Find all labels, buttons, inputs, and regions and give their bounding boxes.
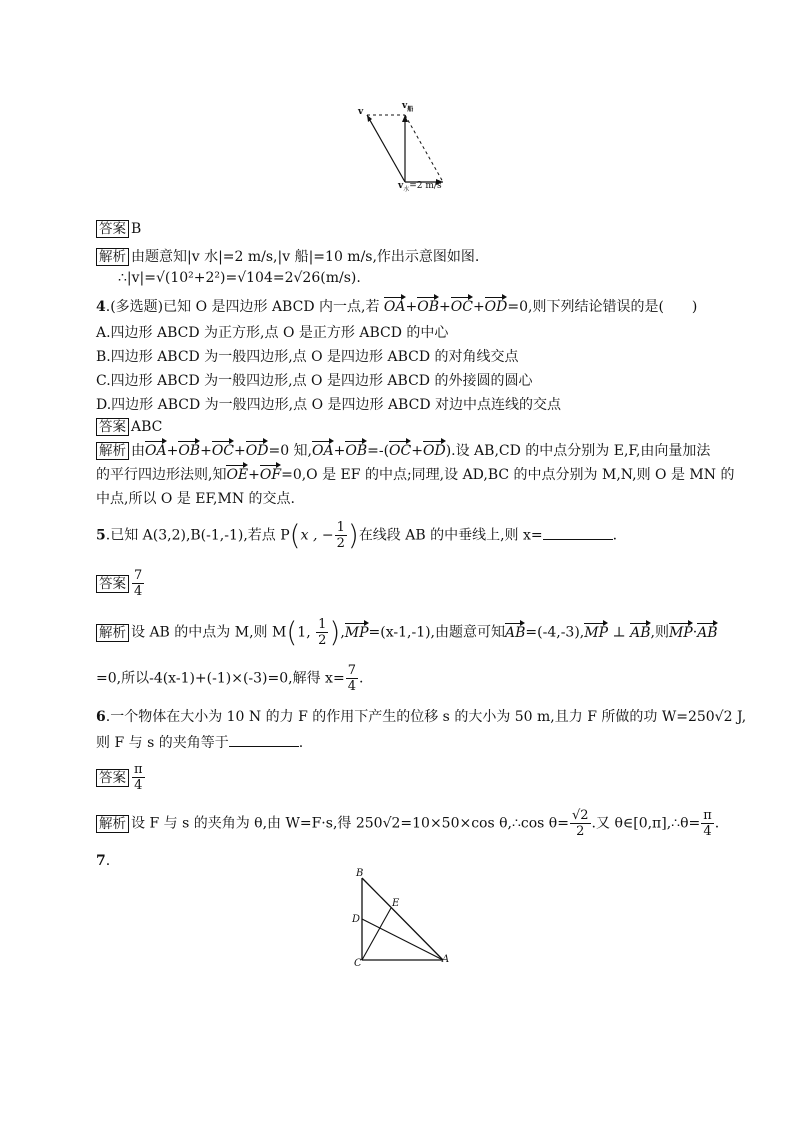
q4-explain-line1: 解析 由OA+OB+OC+OD=0 知,OA+OB=-(OC+OD).设 AB,CD 的中点分别为 E,F,由向量加法 [96,440,710,460]
answer-tag: 答案 [96,769,129,787]
label-c: C [354,958,362,969]
q6-number: 6 [96,709,106,725]
q5-number: 5 [96,527,106,544]
label-b: B [356,868,364,879]
side-ab [362,878,443,960]
q4-option-b: B.四边形 ABCD 为一般四边形,点 O 是四边形 ABCD 的对角线交点 [96,349,519,365]
explain-tag: 解析 [96,248,129,266]
q4-explain-line2: 的平行四边形法则,知OE+OF=0,O 是 EF 的中点;同理,设 AD,BC 的中点分别为 M,N,则 O 是 MN 的 [96,464,734,484]
q4-stem-post: =0,则下列结论错误的是( ) [507,299,698,315]
q5-stem-post: 在线段 AB 的中垂线上,则 x= [358,527,543,544]
explain-tag: 解析 [96,815,129,833]
q5-explain-pre: 设 AB 的中点为 M,则 M [131,624,287,641]
dashed-right-line [405,115,443,182]
q5-x: x , − [300,527,334,544]
q5-answer: 答案 $\frac{7}{4}$ [96,568,145,599]
label-vwater: $v_水=2$ m/s [398,181,442,193]
q5-explain-end: ,则 [650,624,669,641]
q4-explain-end: .设 AB,CD 的中点分别为 E,F,由向量加法 [451,443,711,459]
q5-explain-mid2: =(-4,-3), [525,624,585,641]
label-e: E [392,898,400,909]
q4-stem-pre: .(多选题)已知 O 是四边形 ABCD 内一点,若 [105,299,380,315]
q7-number: 7. [96,853,111,869]
q6-explain-mid: .又 θ∈[0,π],∴θ= [591,815,701,832]
q4-number: 4 [96,299,106,315]
q6-stem-line1 [96,706,746,726]
q3-explain-line1 [96,246,479,266]
q3-explain-text1: 由题意知|v 水|=2 m/s,|v 船|=10 m/s,作出示意图如图. [131,249,480,265]
resultant-velocity-line [367,115,405,182]
q6-explain-pre: 设 F 与 s 的夹角为 θ,由 W=F·s,得 250√2=10×50×cos θ,∴cos θ= [131,815,569,832]
q6-answer: 答案 $\frac{\pi}{4}$ [96,762,146,793]
label-d: D [352,914,361,925]
segment-ad [362,919,443,960]
q3-answer-value: B [131,221,142,237]
q4-explain-mid: =0 知, [268,443,313,459]
q3-answer [96,220,141,238]
label-v: v [358,107,364,117]
q4-option-c: C.四边形 ABCD 为一般四边形,点 O 是四边形 ABCD 的外接圆的圆心 [96,373,533,389]
q3-explain-line2 [118,270,361,286]
q4-explain2-pre: 的平行四边形法则,知 [96,467,227,483]
q5-stem-pre: .已知 A(3,2),B(-1,-1),若点 P [105,527,290,544]
q4-option-a: A.四边形 ABCD 为正方形,点 O 是正方形 ABCD 的中心 [96,325,449,341]
q6-stem-text2: 则 F 与 s 的夹角等于 [96,735,229,751]
q4-option-d: D.四边形 ABCD 为一般四边形,点 O 是四边形 ABCD 对边中点连线的交点 [96,397,561,413]
q4-answer [96,418,162,436]
q6-answer-blank[interactable] [229,734,299,747]
velocity-diagram [355,100,455,192]
q6-stem-line2: 则 F 与 s 的夹角等于 . [96,735,304,751]
q4-explain2-post: ,O 是 EF 的中点;同理,设 AD,BC 的中点分别为 M,N,则 O 是 MN 的 [301,467,735,483]
explain-tag: 解析 [96,442,129,460]
q5-answer-blank[interactable] [543,527,613,540]
q6-explain: 解析 设 F 与 s 的夹角为 θ,由 W=F·s,得 250√2=10×50×cos θ,∴cos θ= $\frac{√2}{2}$ .又 θ∈[0,π],∴θ= $\frac{\pi}{4}$ . [96,808,719,839]
answer-tag: 答案 [96,418,129,436]
arrowhead-v [367,115,372,122]
q5-explain2-text: =0,所以-4(x-1)+(-1)×(-3)=0,解得 x= [96,670,345,687]
answer-tag: 答案 [96,575,129,593]
arrowhead-vship [402,115,408,122]
q4-stem: 4.(多选题)已知 O 是四边形 ABCD 内一点,若 OA+OB+OC+OD=0,则下列结论错误的是( ) [96,296,697,316]
explain-tag: 解析 [96,624,129,642]
q5-stem: 5.已知 A(3,2),B(-1,-1),若点 P(x , − $\frac{1}{2}$ )在线段 AB 的中垂线上,则 x= . [96,518,618,552]
answer-tag: 答案 [96,220,129,238]
q4-answer-value: ABC [131,419,163,435]
q5-explain-line1: 解析 设 AB 的中点为 M,则 M(1, $\frac{1}{2}$ ),MP=(x-1,-1),由题意可知AB=(-4,-3),MP ⊥ AB,则MP·AB [96,617,718,648]
label-vship: $v_船$ [402,101,414,113]
q5-explain-line2: =0,所以-4(x-1)+(-1)×(-3)=0,解得 x= $\frac{7}{4}$ . [96,663,364,694]
label-a: A [442,954,450,965]
q3-explain-text2: ∴|v|=√(10²+2²)=√104=2√26(m/s). [118,270,361,286]
q6-stem-text1: .一个物体在大小为 10 N 的力 F 的作用下产生的位移 s 的大小为 50 m,且力 F 所做的功 W=250√2 J, [105,709,747,725]
segment-ce [362,908,391,960]
q5-explain-mid: =(x-1,-1),由题意可知 [368,624,506,641]
q4-explain-line3: 中点,所以 O 是 EF,MN 的交点. [96,491,295,507]
